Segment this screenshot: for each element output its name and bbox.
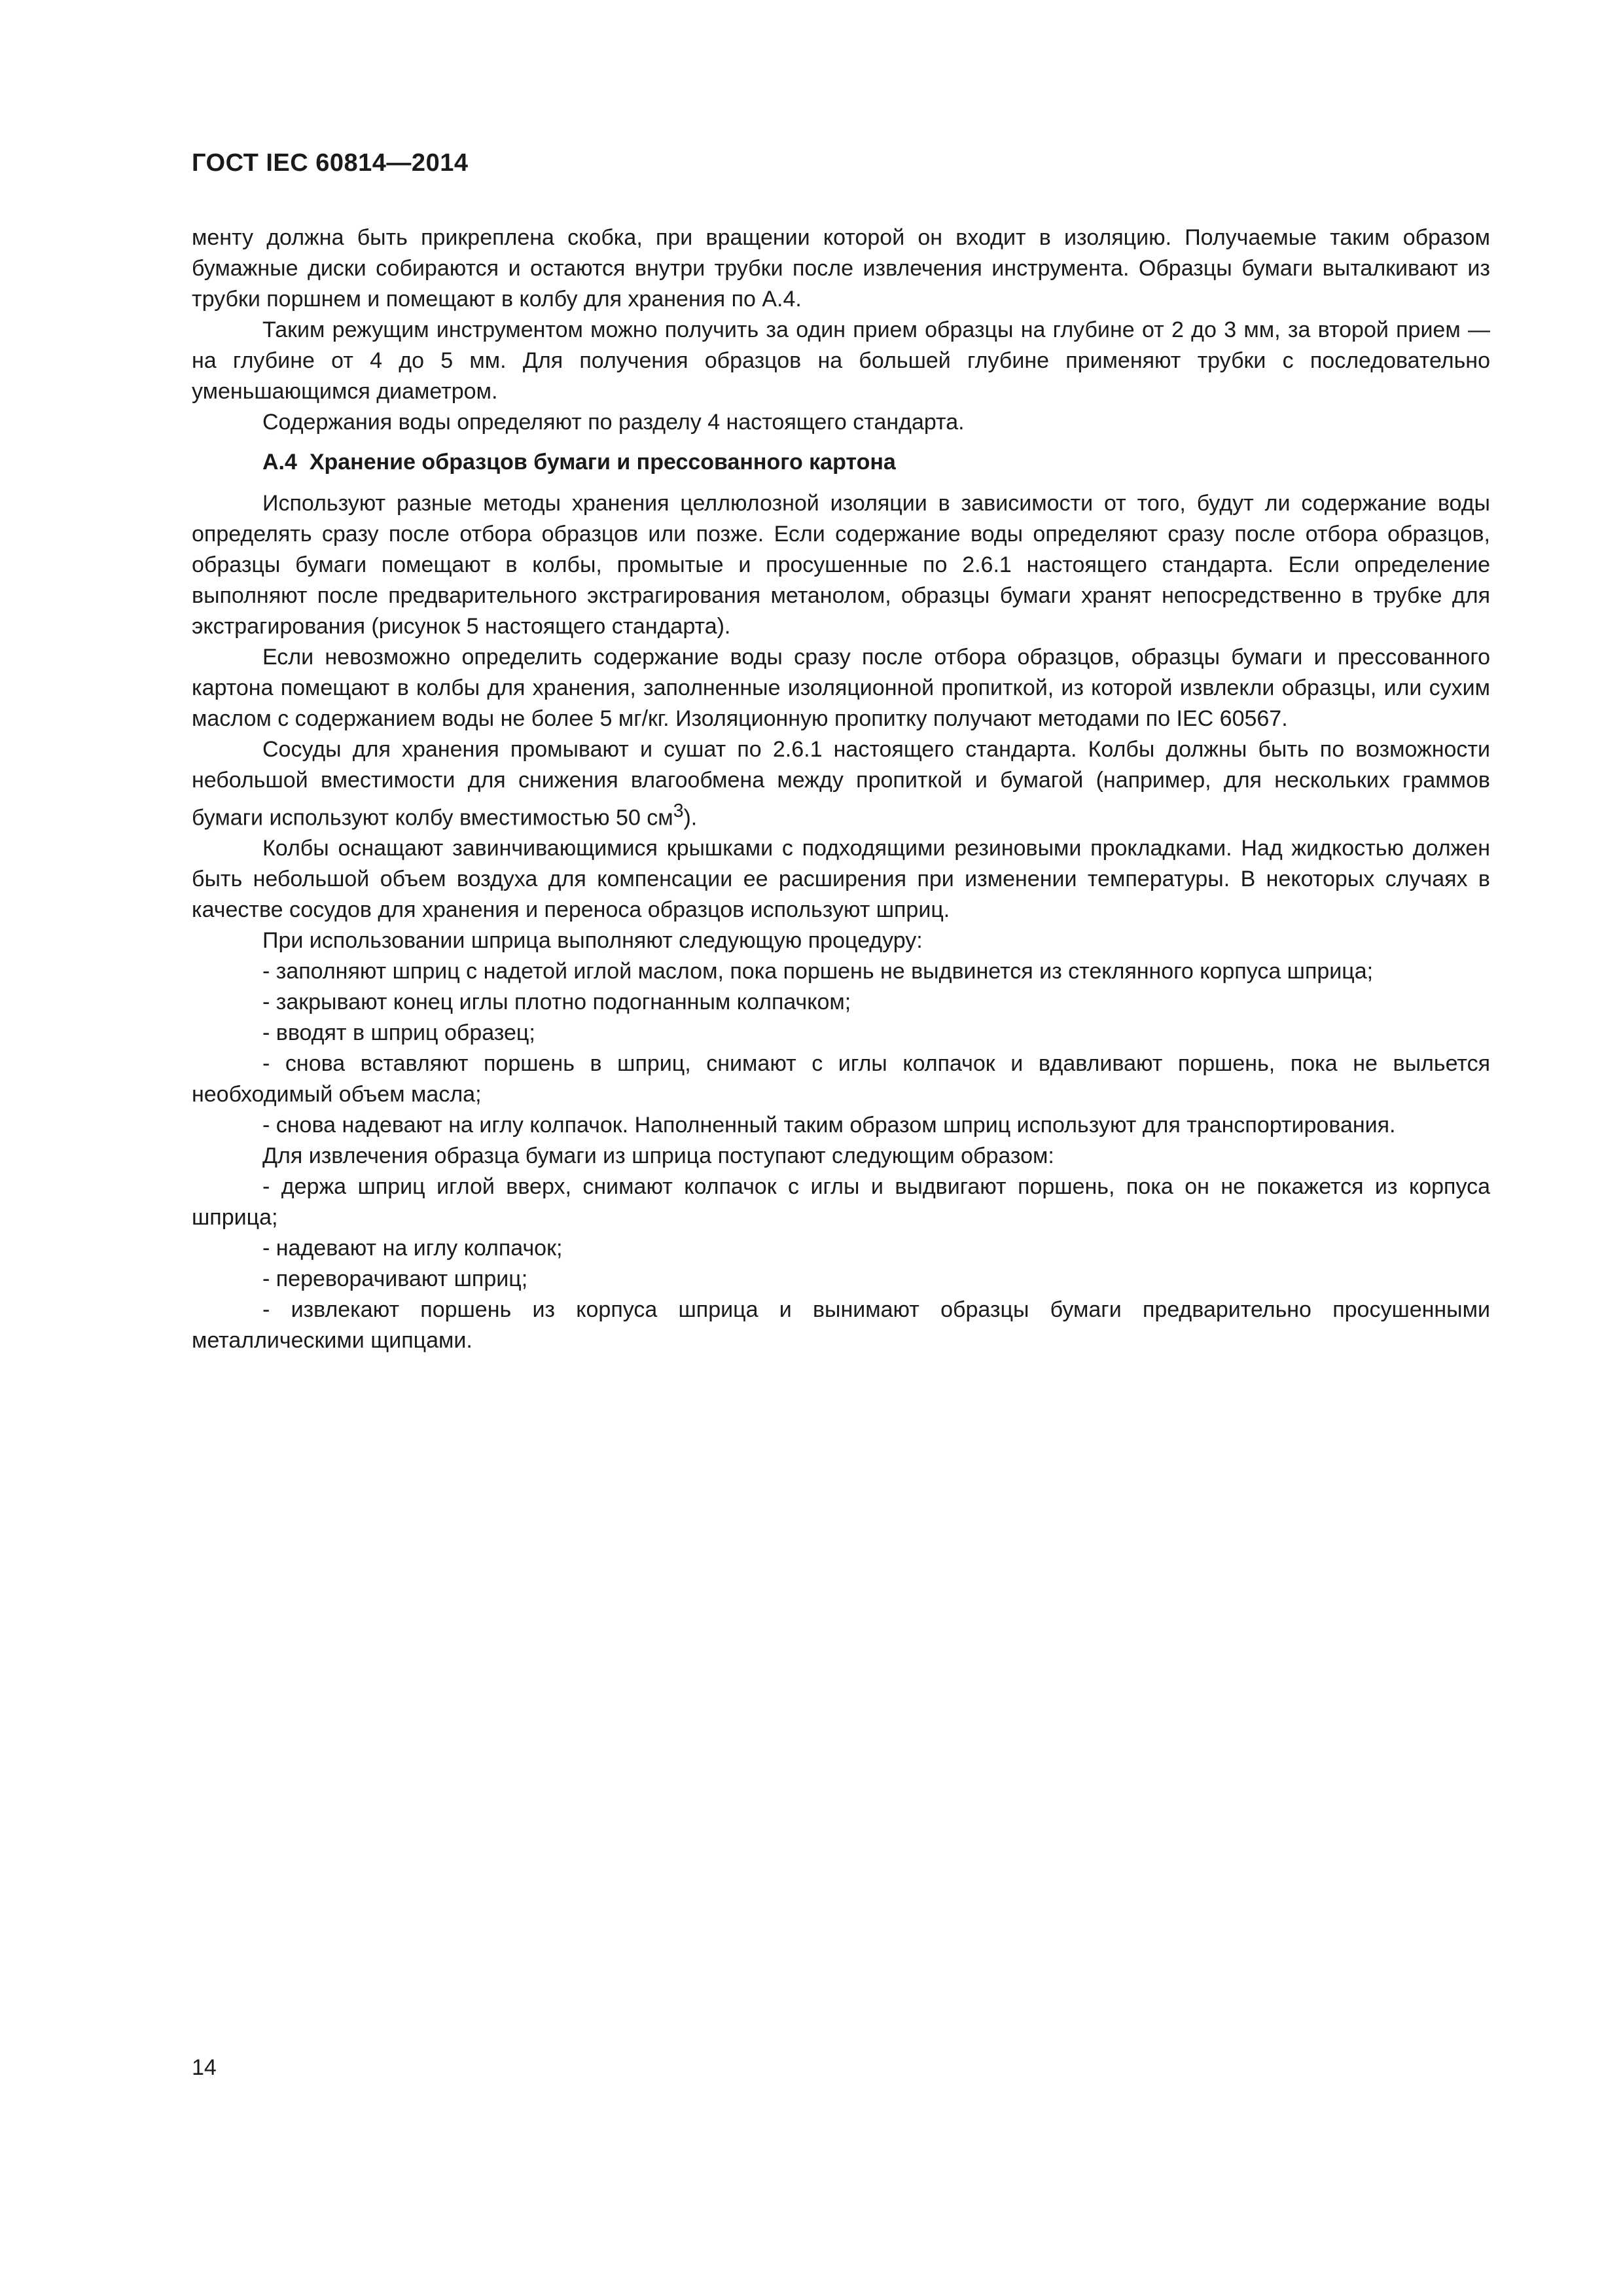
list-item: - надевают на иглу колпачок; xyxy=(262,1236,563,1261)
list-item: - заполняют шприц с надетой иглой маслом, пока поршень не выдвинется из стеклянного корпуса шприца; xyxy=(262,959,1374,984)
paragraph-text: Сосуды для хранения промывают и сушат по 2.6.1 настоящего стандарта. Колбы должны быть по возможности небольшой вместимости для снижения влагообмена между пропиткой и бумагой (например, для нескольких граммов бумаги используют колбу вместимостью 50 см xyxy=(192,737,1490,831)
list-item: - извлекают поршень из корпуса шприца и вынимают образцы бумаги предварительно просушенными металлическими щипцами. xyxy=(192,1297,1490,1354)
paragraph: При использовании шприца выполняют следующую процедуру: xyxy=(262,928,923,954)
paragraph: Для извлечения образца бумаги из шприца поступают следующим образом: xyxy=(262,1143,1054,1169)
paragraph: Содержания воды определяют по разделу 4 настоящего стандарта. xyxy=(262,410,965,435)
paragraph: Используют разные методы хранения целлюлозной изоляции в зависимости от того, будут ли содержание воды определять сразу после отбора образцов или позже. Если содержание воды определяют сразу после отбора образцов, образцы бумаги помещают в колбы, промытые и просушенные по 2.6.1 настоящего стандарта. Если определение выполняют после предварительного экстрагирования метанолом, образцы бумаги хранят непосредственно в трубке для экстрагирования (рисунок 5 настоящего стандарта). xyxy=(192,491,1490,639)
list-item: - снова вставляют поршень в шприц, снимают с иглы колпачок и вдавливают поршень, пока не выльется необходимый объем масла; xyxy=(192,1051,1490,1107)
paragraph-vessels xyxy=(192,734,1490,833)
paragraph: менту должна быть прикреплена скобка, при вращении которой он входит в изоляцию. Получаемые таким образом бумажные диски собираются и остаются внутри трубки после извлечения инструмента. Образцы бумаги выталкивают из трубки поршнем и помещают в колбу для хранения по А.4. xyxy=(192,225,1490,312)
section-heading xyxy=(192,447,1490,478)
list-item: - держа шприц иглой вверх, снимают колпачок с иглы и выдвигают поршень, пока он не покажется из корпуса шприца; xyxy=(192,1174,1490,1230)
document-header: ГОСТ IEC 60814—2014 xyxy=(192,149,469,177)
paragraph: Таким режущим инструментом можно получить за один прием образцы на глубине от 2 до 3 мм, за второй прием — на глубине от 4 до 5 мм. Для получения образцов на большей глубине применяют трубки с последовательно уменьшающимся диаметром. xyxy=(192,317,1490,404)
section-number: А.4 xyxy=(262,450,297,475)
paragraph: Если невозможно определить содержание воды сразу после отбора образцов, образцы бумаги и прессованного картона помещают в колбы для хранения, заполненные изоляционной пропиткой, из которой извлекли образцы, или сухим маслом с содержанием воды не более 5 мг/кг. Изоляционную пропитку получают методами по IEC 60567. xyxy=(192,645,1490,731)
page-number: 14 xyxy=(192,2055,217,2080)
paragraph: Колбы оснащают завинчивающимися крышками с подходящими резиновыми прокладками. Над жидкостью должен быть небольшой объем воздуха для компенсации ее расширения при изменении температуры. В некоторых случаях в качестве сосудов для хранения и переноса образцов используют шприц. xyxy=(192,836,1490,923)
list-item: - снова надевают на иглу колпачок. Наполненный таким образом шприц используют для транспортирования. xyxy=(262,1113,1396,1138)
list-item: - закрывают конец иглы плотно подогнанным колпачком; xyxy=(262,990,851,1015)
list-item: - переворачивают шприц; xyxy=(262,1266,528,1292)
paragraph-tail: ). xyxy=(683,805,698,831)
list-item: - вводят в шприц образец; xyxy=(262,1020,535,1046)
superscript: 3 xyxy=(673,800,684,821)
section-title: Хранение образцов бумаги и прессованного картона xyxy=(309,450,896,475)
document-body xyxy=(192,223,1490,1356)
